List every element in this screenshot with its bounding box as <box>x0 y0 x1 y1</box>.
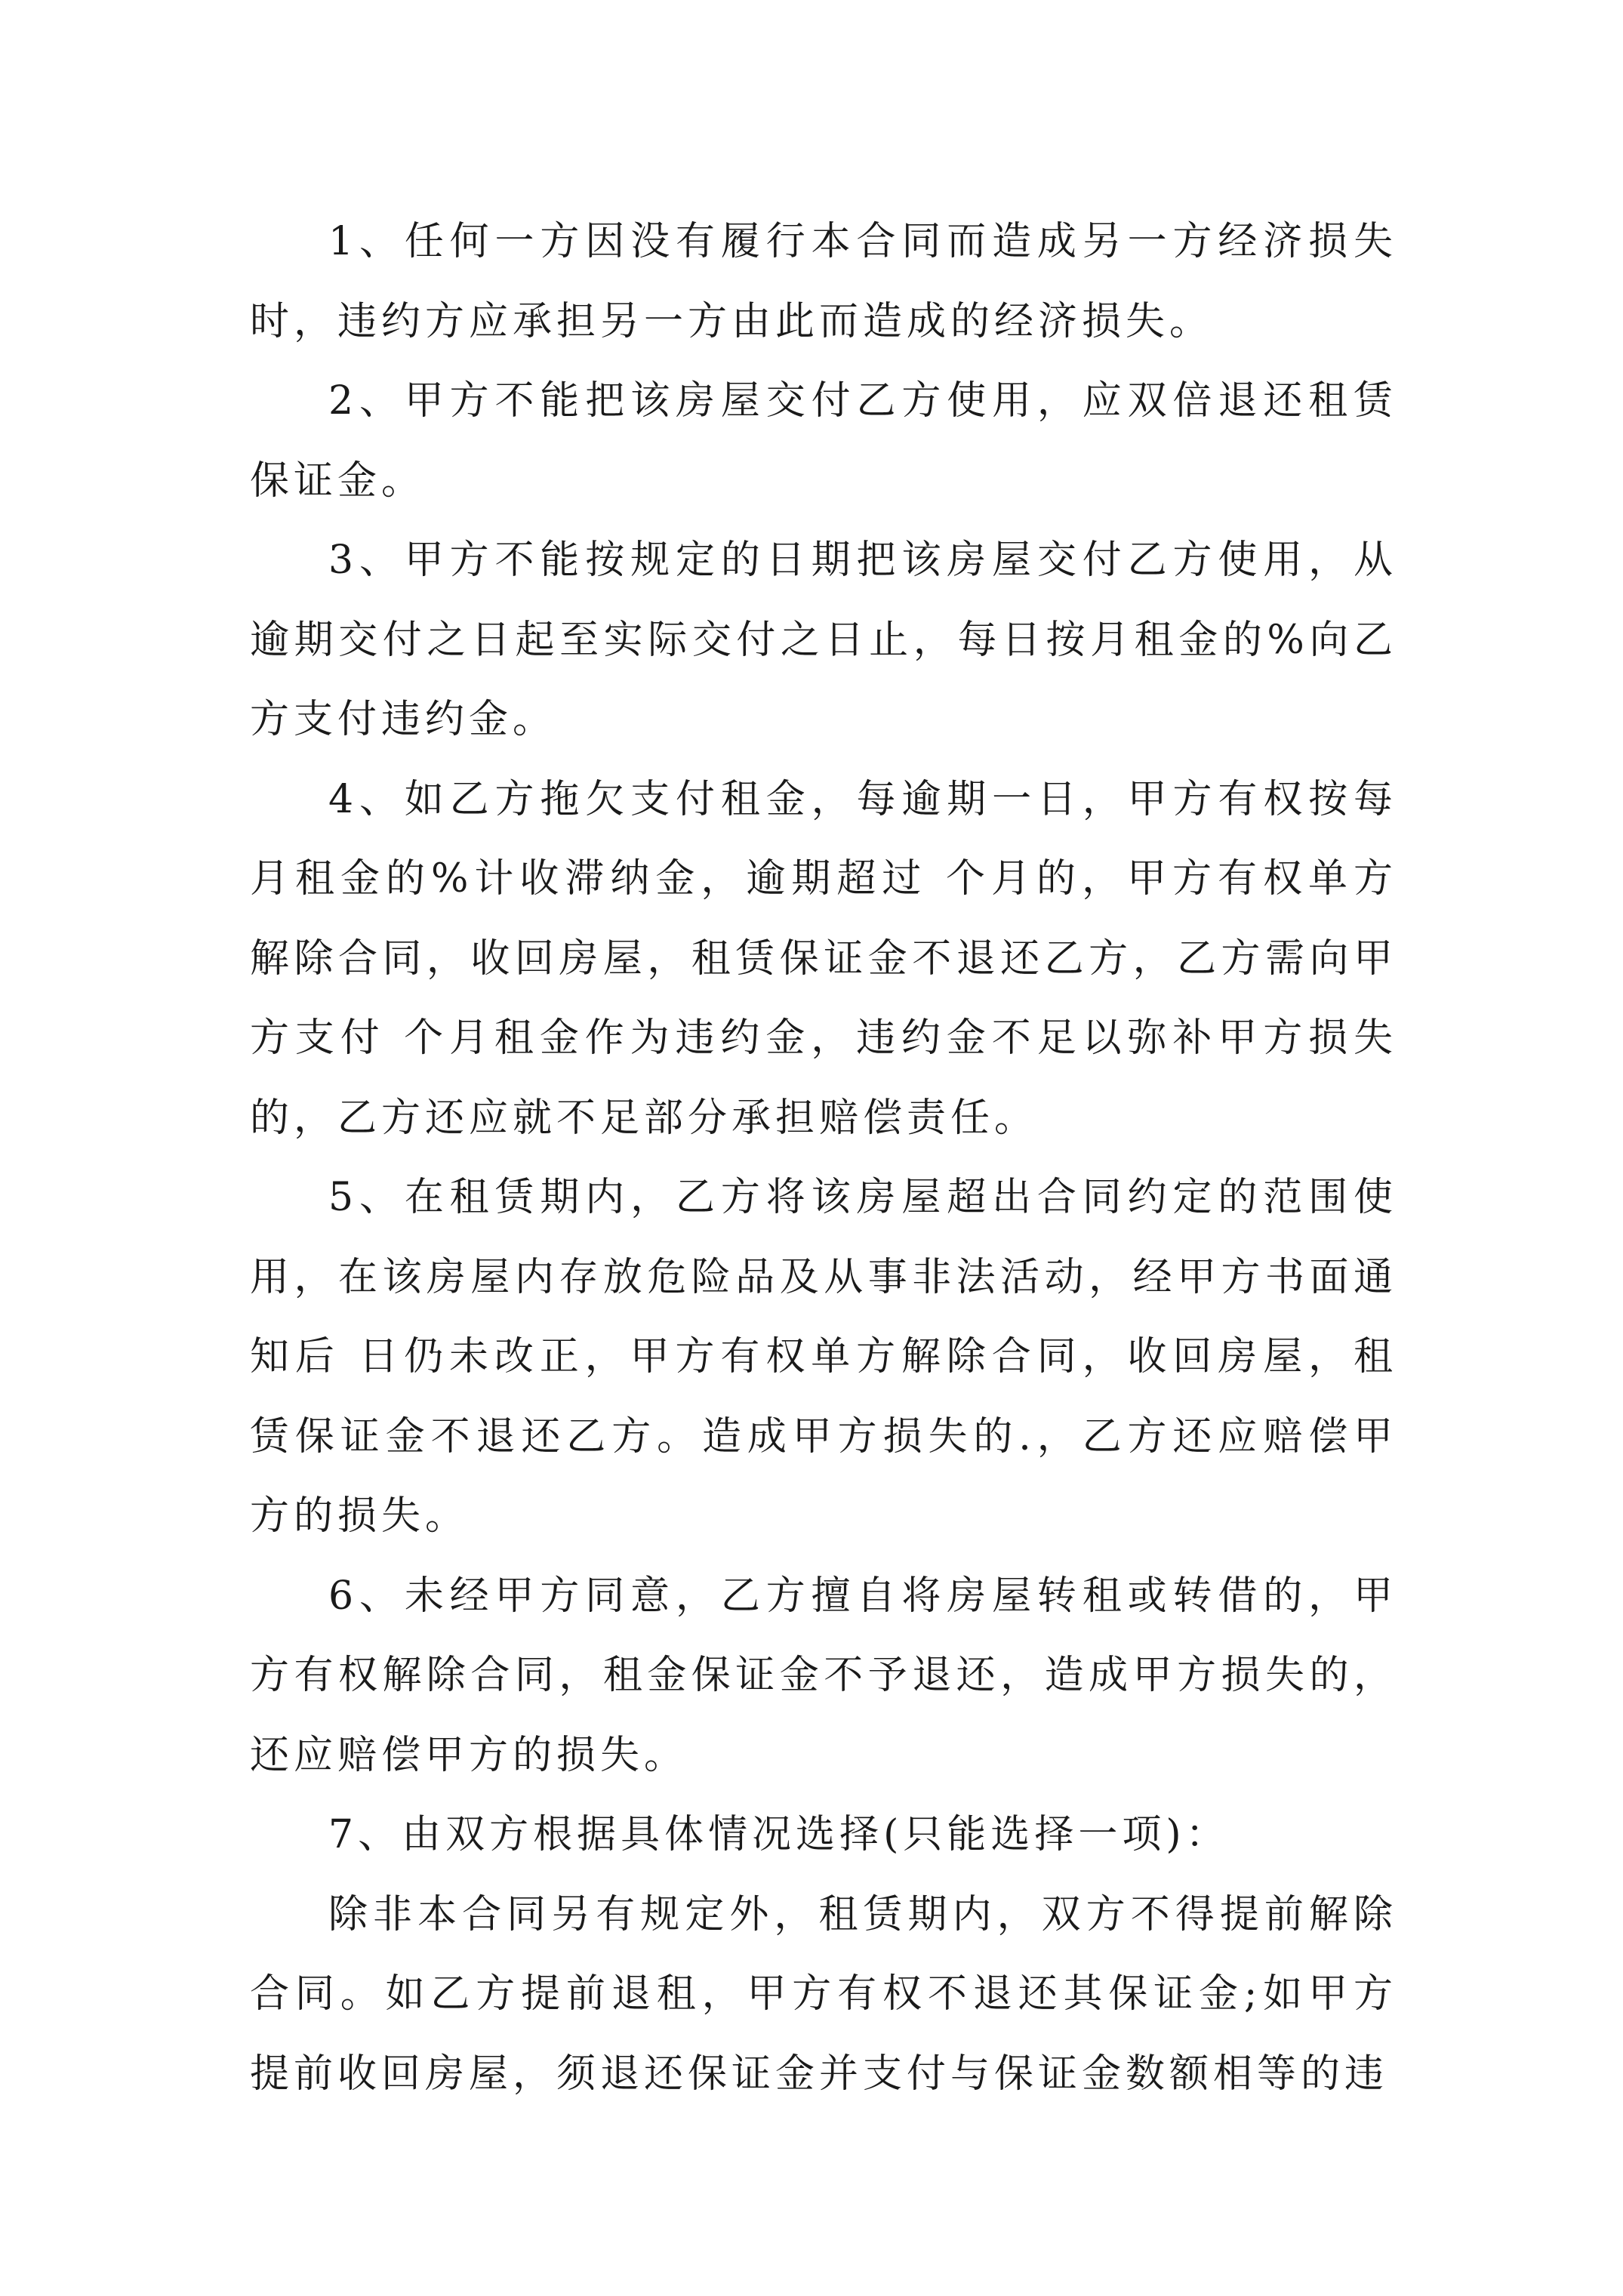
clause-4-paragraph: 4、如乙方拖欠支付租金，每逾期一日，甲方有权按每月租金的%计收滞纳金，逾期超过 个月的，甲方有权单方解除合同，收回房屋，租赁保证金不退还乙方，乙方需向甲方支付 个月租金作为违约金，违约金不足以弥补甲方损失的，乙方还应就不足部分承担赔偿责任。 <box>250 776 1397 1141</box>
clause-1-paragraph: 1、任何一方因没有履行本合同而造成另一方经济损失时，违约方应承担另一方由此而造成的经济损失。 <box>250 219 1397 344</box>
clause-3-paragraph: 3、甲方不能按规定的日期把该房屋交付乙方使用，从逾期交付之日起至实际交付之日止，每日按月租金的%向乙方支付违约金。 <box>250 538 1397 742</box>
clause-5-paragraph: 5、在租赁期内，乙方将该房屋超出合同约定的范围使用，在该房屋内存放危险品及从事非法活动，经甲方书面通知后 日仍未改正，甲方有权单方解除合同，收回房屋，租赁保证金不退还乙方。造成甲方损失的.，乙方还应赔偿甲方的损失。 <box>250 1175 1397 1539</box>
clause-7-paragraph: 7、由双方根据具体情况选择(只能选择一项)： <box>328 1812 1230 1857</box>
clause-2-paragraph: 2、甲方不能把该房屋交付乙方使用，应双倍退还租赁保证金。 <box>250 378 1397 504</box>
document-body <box>250 202 1397 2114</box>
clause-7-option-paragraph: 除非本合同另有规定外，租赁期内，双方不得提前解除合同。如乙方提前退租，甲方有权不退还其保证金;如甲方提前收回房屋，须退还保证金并支付与保证金数额相等的违 <box>250 1891 1397 2097</box>
clause-6-paragraph: 6、未经甲方同意，乙方擅自将房屋转租或转借的，甲方有权解除合同，租金保证金不予退还，造成甲方损失的，还应赔偿甲方的损失。 <box>250 1573 1397 1778</box>
